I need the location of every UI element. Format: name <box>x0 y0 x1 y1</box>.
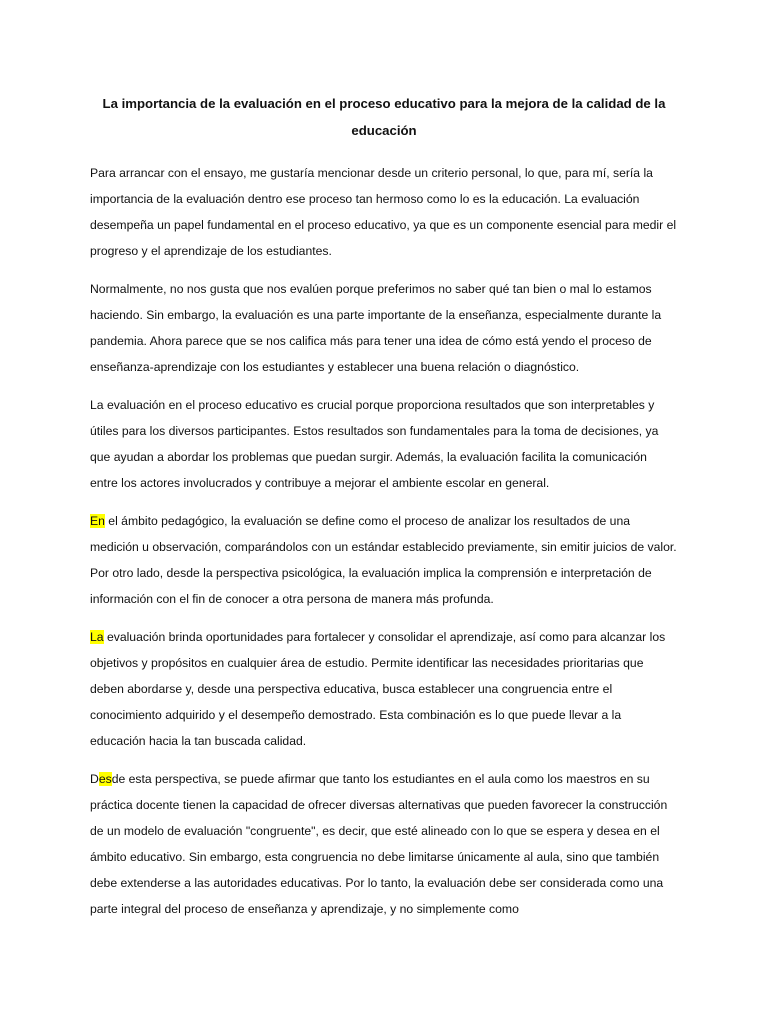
paragraph-text: Normalmente, no nos gusta que nos evalúen porque preferimos no saber qué tan bien o mal lo estamos haciendo. Sin embargo, la evaluación es una parte importante de la enseñanza, especialmente durante la pandemia. Ahora parece que se nos califica más para tener una idea de cómo está yendo el proceso de enseñanza-aprendizaje con los estudiantes y establecer una buena relación o diagnóstico. <box>90 282 662 374</box>
paragraph-3 <box>90 392 678 496</box>
highlighted-text: es <box>98 772 112 786</box>
paragraph-6 <box>90 766 678 922</box>
paragraph-text: Para arrancar con el ensayo, me gustaría mencionar desde un criterio personal, lo que, para mí, sería la importancia de la evaluación dentro ese proceso tan hermoso como lo es la educación. La evaluación desempeña un papel fundamental en el proceso educativo, ya que es un componente esencial para medir el progreso y el aprendizaje de los estudiantes. <box>90 166 677 258</box>
highlighted-text: La <box>90 630 104 644</box>
paragraph-text: La evaluación en el proceso educativo es crucial porque proporciona resultados que son interpretables y útiles para los diversos participantes. Estos resultados son fundamentales para la toma de decisiones, ya que ayudan a abordar los problemas que puedan surgir. Además, la evaluación facilita la comunicación entre los actores involucrados y contribuye a mejorar el ambiente escolar en general. <box>90 398 659 490</box>
highlighted-text: En <box>90 514 105 528</box>
document-body <box>90 90 678 934</box>
paragraph-text: de esta perspectiva, se puede afirmar que tanto los estudiantes en el aula como los maestros en su práctica docente tienen la capacidad de ofrecer diversas alternativas que pueden favorecer la construcción de un modelo de evaluación "congruente", es decir, que esté alineado con lo que se espera y desea en el ámbito educativo. Sin embargo, esta congruencia no debe limitarse únicamente al aula, sino que también debe extenderse a las autoridades educativas. Por lo tanto, la evaluación debe ser considerada como una parte integral del proceso de enseñanza y aprendizaje, y no simplemente como <box>90 772 668 916</box>
paragraph-5 <box>90 624 678 754</box>
paragraph-2 <box>90 276 678 380</box>
paragraph-prefix: D <box>90 772 99 786</box>
paragraph-4 <box>90 508 678 612</box>
paragraph-1 <box>90 160 678 264</box>
paragraph-text: evaluación brinda oportunidades para fortalecer y consolidar el aprendizaje, así como para alcanzar los objetivos y propósitos en cualquier área de estudio. Permite identificar las necesidades prioritarias que deben abordarse y, desde una perspectiva educativa, busca establecer una congruencia entre el conocimiento adquirido y el desempeño demostrado. Esta combinación es lo que puede llevar a la educación hacia la tan buscada calidad. <box>90 630 666 748</box>
document-title: La importancia de la evaluación en el proceso educativo para la mejora de la calidad de la educación <box>102 96 666 138</box>
paragraph-text: el ámbito pedagógico, la evaluación se define como el proceso de analizar los resultados de una medición u observación, comparándolos con un estándar establecido previamente, sin emitir juicios de valor. Por otro lado, desde la perspectiva psicológica, la evaluación implica la comprensión e interpretación de información con el fin de conocer a otra persona de manera más profunda. <box>90 514 677 606</box>
